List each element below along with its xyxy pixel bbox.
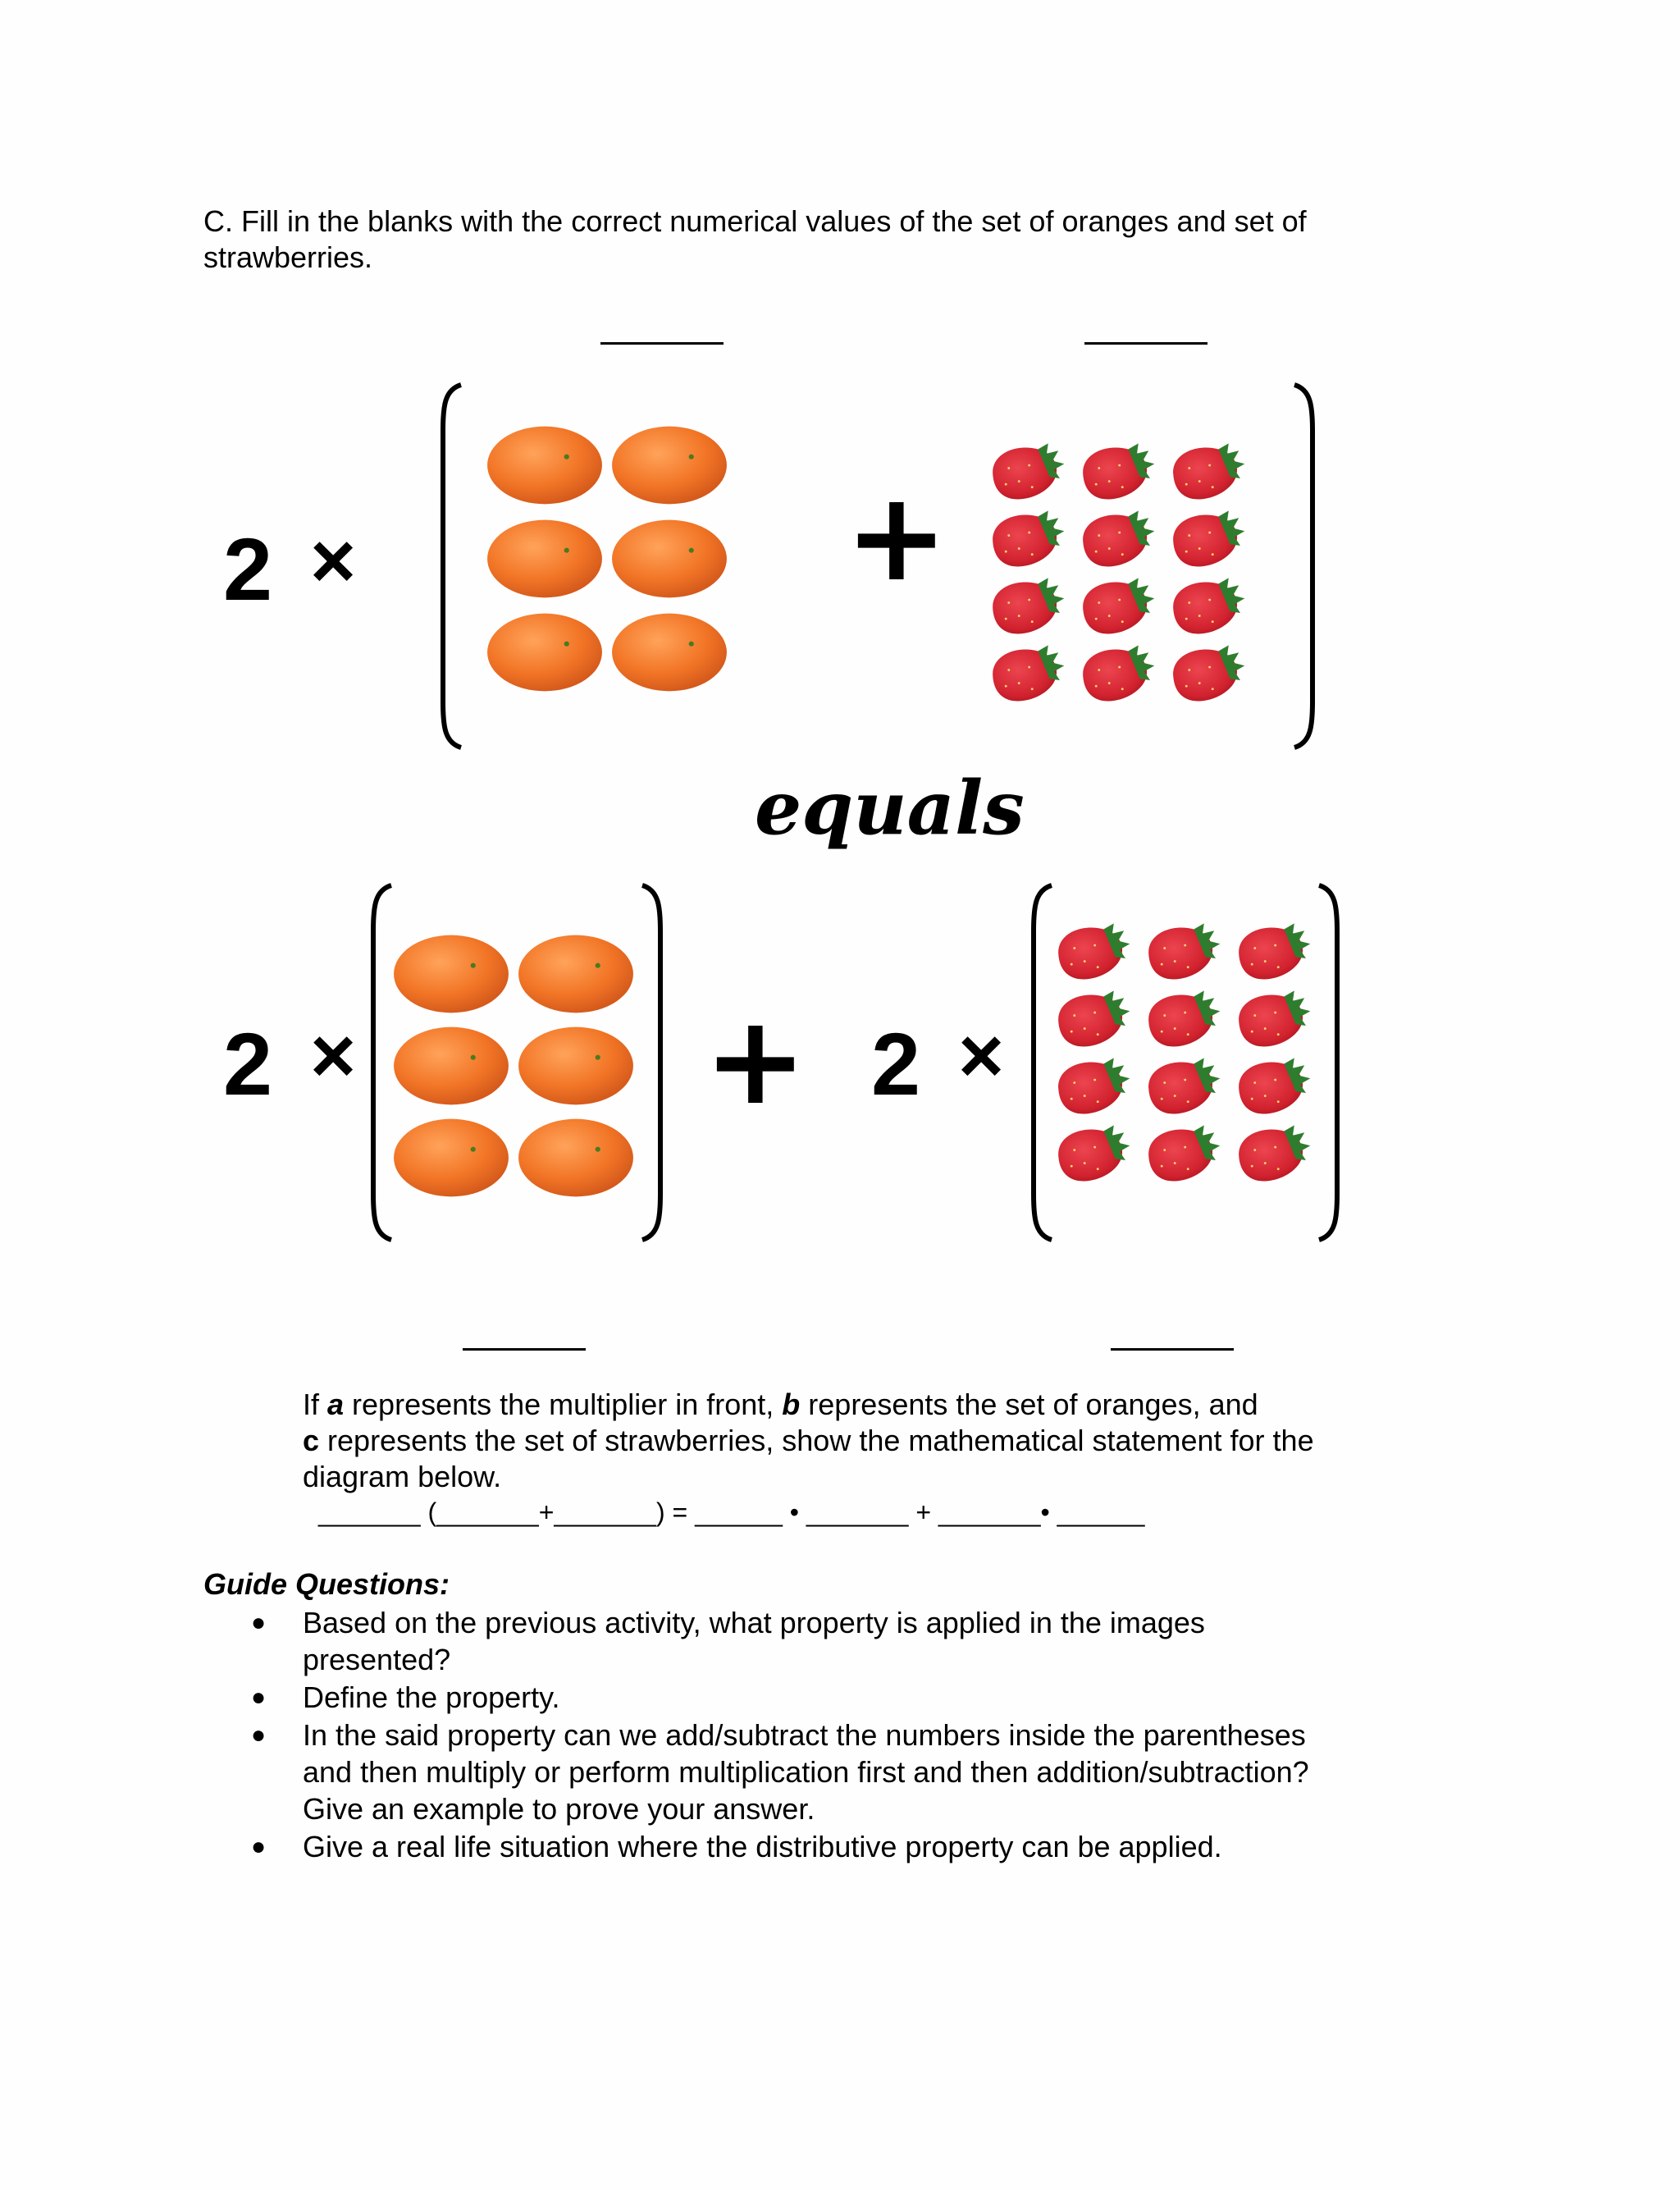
guide-question-item (203, 1679, 1352, 1716)
guide-question-item (203, 1604, 1352, 1678)
statement-fill-line[interactable]: _______ (_______+_______) = ______ • _______ + _______• ______ (318, 1497, 1145, 1527)
top-strawberries-set (983, 439, 1252, 706)
strawberry-icon (983, 641, 1071, 706)
guide-question-item (203, 1717, 1352, 1827)
guide-question-text: Define the property. (303, 1680, 560, 1714)
guide-question-text: Based on the previous activity, what property is applied in the images presented? (303, 1606, 1205, 1676)
strawberry-icon (1139, 1054, 1227, 1119)
orange-icon (486, 610, 604, 695)
orange-icon (392, 1023, 510, 1109)
orange-icon (392, 1115, 510, 1200)
top-times-symbol: × (310, 517, 357, 605)
top-plus-symbol: + (845, 466, 948, 609)
strawberry-icon (1163, 506, 1252, 572)
top-oranges-set (486, 423, 728, 695)
bullet-icon: ● (251, 1833, 267, 1860)
strawberry-icon (1163, 641, 1252, 706)
strawberry-icon (983, 506, 1071, 572)
strawberry-icon (1048, 919, 1137, 985)
bottom-right-multiplier: 2 (871, 1014, 921, 1113)
strawberry-icon (1229, 986, 1317, 1052)
orange-icon (392, 931, 510, 1017)
bottom-right-times-symbol: × (958, 1012, 1005, 1100)
strawberry-icon (983, 439, 1071, 505)
strawberry-icon (1048, 1121, 1137, 1186)
guide-question-text: Give a real life situation where the distributive property can be applied. (303, 1830, 1222, 1863)
strawberry-icon (1073, 574, 1162, 639)
bottom-plus-symbol: + (704, 990, 807, 1132)
bottom-strawberries-set (1048, 919, 1317, 1186)
guide-question-item (203, 1828, 1352, 1865)
variable-a: a (327, 1388, 345, 1421)
variable-c: c (303, 1424, 320, 1457)
orange-icon (517, 1023, 635, 1109)
prompt-part4: represents the set of strawberries, show the mathematical statement for the diagram below. (303, 1424, 1314, 1493)
orange-icon (610, 423, 728, 508)
strawberry-icon (1073, 506, 1162, 572)
guide-questions-heading: Guide Questions: (203, 1567, 450, 1601)
strawberry-icon (1229, 1121, 1317, 1186)
bullet-icon: ● (251, 1609, 267, 1636)
answer-blank-oranges-top[interactable] (600, 342, 724, 345)
orange-icon (486, 516, 604, 601)
prompt-part1: If (303, 1388, 328, 1421)
bottom-left-times-symbol: × (310, 1012, 357, 1100)
statement-prompt (303, 1387, 1336, 1495)
equals-label: equals (755, 765, 1025, 852)
bottom-left-multiplier: 2 (223, 1014, 273, 1113)
orange-icon (517, 1115, 635, 1200)
top-left-bracket (435, 382, 468, 751)
strawberry-icon (983, 574, 1071, 639)
top-right-bracket (1288, 382, 1321, 751)
bottom-left-close-bracket (636, 882, 669, 1243)
strawberry-icon (1048, 1054, 1137, 1119)
orange-icon (610, 516, 728, 601)
answer-blank-strawberries-top[interactable] (1084, 342, 1208, 345)
answer-blank-strawberries-bottom[interactable] (1111, 1348, 1234, 1351)
strawberry-icon (1048, 986, 1137, 1052)
strawberry-icon (1229, 1054, 1317, 1119)
strawberry-icon (1229, 919, 1317, 985)
bottom-oranges-set (392, 931, 635, 1200)
bottom-right-close-bracket (1312, 882, 1345, 1243)
prompt-part3: represents the set of oranges, and (800, 1388, 1258, 1421)
answer-blank-oranges-bottom[interactable] (463, 1348, 586, 1351)
orange-icon (517, 931, 635, 1017)
guide-question-text: In the said property can we add/subtract the numbers inside the parentheses and then multiply or perform multiplication first and then addition/subtraction? Give an example to prove your answer. (303, 1718, 1309, 1826)
bullet-icon: ● (251, 1721, 267, 1749)
strawberry-icon (1139, 919, 1227, 985)
strawberry-icon (1163, 439, 1252, 505)
strawberry-icon (1139, 986, 1227, 1052)
variable-b: b (782, 1388, 801, 1421)
strawberry-icon (1073, 641, 1162, 706)
bullet-icon: ● (251, 1684, 267, 1711)
instruction-text: C. Fill in the blanks with the correct numerical values of the set of oranges and set of strawberries. (203, 204, 1307, 274)
strawberry-icon (1073, 439, 1162, 505)
top-multiplier: 2 (223, 519, 273, 619)
orange-icon (610, 610, 728, 695)
guide-questions-list (203, 1604, 1352, 1866)
strawberry-icon (1163, 574, 1252, 639)
orange-icon (486, 423, 604, 508)
strawberry-icon (1139, 1121, 1227, 1186)
prompt-part2: represents the multiplier in front, (344, 1388, 783, 1421)
